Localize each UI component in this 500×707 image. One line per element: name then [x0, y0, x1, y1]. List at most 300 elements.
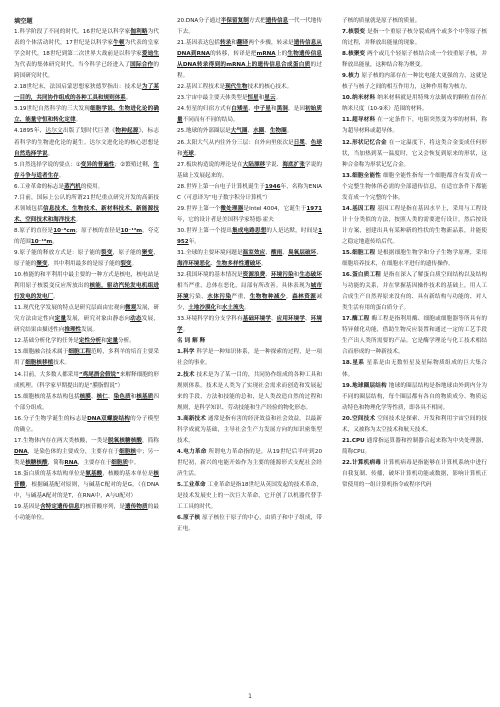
emphasis-run: 水体污染: [207, 294, 232, 301]
text-run: 、: [210, 261, 217, 268]
paragraph: [342, 414, 487, 436]
text-run: 1.科学阶段了不同的时代。16世纪是以科学家: [14, 29, 131, 36]
text-run: 年，它的设计者是美国科学家特德·霍夫: [177, 216, 274, 223]
text-run: 所谓电力革命指的是，从19世纪后半叶到20世纪初，新兴的电能开始作为主要的能源形式支配社会经济生活。: [177, 448, 322, 477]
text-run: 27.板块构造说的理论是在: [177, 161, 243, 168]
text-run: ，夸克的范围: [14, 227, 159, 245]
text-run: 不同而有不同的结局。: [182, 117, 239, 124]
text-run: 通常是指有害的经济效益和社会效益。以最新科学成就为基础，主导社会生产力发展方向的知识密集型技术。: [177, 415, 322, 444]
paragraph: [342, 93, 487, 115]
text-run: 是指一个重原子核分裂成两个或多个中等原子核的过程，并释放出能量的现象。: [342, 29, 487, 47]
paragraph: [14, 193, 159, 226]
emphasis-run: 变异的普遍性: [80, 161, 115, 168]
text-run: ，简称: [47, 459, 65, 466]
emphasis-run: 9.核力: [342, 73, 360, 80]
text-run: 26.太阳大气从内往外分三层：自外向里依次是: [177, 139, 294, 146]
paragraph: [177, 16, 322, 38]
emphasis-run: 翻译: [237, 40, 249, 47]
emphasis-run: 温室效应: [242, 249, 266, 256]
emphasis-run: 爱迪生: [141, 51, 159, 58]
text-run: 19.基因是: [14, 504, 40, 511]
emphasis-run: 国际合作: [130, 62, 154, 69]
text-run: 的过程。: [177, 62, 322, 80]
text-run: 15.细胞核的基本结构包括: [14, 393, 80, 400]
text-run: ，主要存在于: [77, 459, 112, 466]
emphasis-run: 遗传信息从DNA到RNA: [177, 40, 322, 58]
text-run: 。: [131, 261, 138, 268]
emphasis-run: 生物多样性遭破坏: [216, 261, 261, 268]
emphasis-run: 蒸汽机: [64, 183, 81, 190]
paragraph: [177, 414, 322, 447]
paragraph: [177, 38, 322, 82]
column-right: [342, 16, 487, 491]
text-run: 学说、: [265, 161, 283, 168]
text-run: 、: [248, 106, 254, 113]
paragraph: [342, 16, 487, 27]
emphasis-run: 资源浪费: [242, 272, 266, 279]
emphasis-run: 11.超导材料: [342, 117, 376, 124]
emphasis-run: 1952: [177, 227, 322, 245]
text-run: 减少，: [177, 294, 322, 312]
emphasis-run: 19.地球圈层结构: [342, 382, 387, 389]
emphasis-run: 海底扩张: [282, 161, 306, 168]
text-run: 和: [101, 338, 107, 345]
paragraph: [342, 270, 487, 314]
text-run: 四个部分组成。: [14, 393, 159, 411]
emphasis-run: 定性分析: [78, 338, 102, 345]
text-run: 8.原子的直径是: [14, 227, 54, 234]
column-left: [14, 16, 159, 524]
text-run: 。: [182, 327, 189, 334]
text-run: 星系是由无数恒星及星际物质组成的巨大集合体。: [342, 360, 487, 378]
paragraph: [342, 248, 487, 270]
emphasis-run: 核糖核酸: [25, 459, 48, 466]
emphasis-run: 1.科学: [177, 349, 195, 356]
text-run: 31.全球的主要环境问题是: [177, 249, 243, 256]
emphasis-run: 核仁: [96, 393, 108, 400]
emphasis-run: 10⁻¹³m: [120, 227, 143, 234]
text-run: 3.19世纪自然科学的三大发现: [14, 106, 90, 113]
paragraph: [342, 171, 487, 204]
paragraph: [342, 138, 487, 171]
text-run: 。: [260, 261, 267, 268]
emphasis-run: 生物遗传信息从DNA转录得到的mRNA上的遗传信息合成蛋白质: [177, 51, 322, 69]
emphasis-run: 生存斗争与适者生存: [14, 161, 159, 179]
text-run: 严重，: [231, 294, 250, 301]
text-run: 原子核的内部存在一种比电能大更强的力，这就是核子与核子之间的相互作用力，这种作用称为核力。: [342, 73, 487, 91]
text-run: 30.世界上第一个提出: [177, 227, 232, 234]
text-run: 学说的基础上发展起来的。: [177, 161, 322, 179]
emphasis-run: 物种起源: [115, 128, 139, 135]
text-run: 两个或几个轻原子核结合成一个较重原子核，并释放出能量，这种结合称为聚变。: [342, 51, 487, 69]
text-run: ；②繁殖过剩，: [114, 161, 154, 168]
text-run: 、: [305, 316, 311, 323]
text-run: 4.1895年，: [14, 128, 46, 135]
text-run: 22.基因工程技术是: [177, 84, 226, 91]
paragraph: [342, 204, 487, 248]
emphasis-run: 大陆漂移: [242, 161, 266, 168]
paragraph: [177, 138, 322, 160]
text-run: 、: [107, 393, 114, 400]
paragraph: [14, 104, 159, 126]
paragraph: [14, 336, 159, 347]
text-run: 。: [53, 294, 59, 301]
paragraph: [177, 182, 322, 204]
emphasis-run: 10⁻⁸cm: [53, 227, 76, 234]
emphasis-run: 22.计算机病毒: [342, 459, 382, 466]
paragraph: [14, 469, 159, 502]
text-run: 是指在深入了解蛋白质空间结构以及结构与功能的关系，并在掌握基因操作技术的基础上，用人工合成生产自然界原来没有的、具有新结构与功能的、对人类生活有用的蛋白质分子。: [342, 272, 487, 312]
emphasis-run: 遗传信息: [265, 18, 289, 24]
paragraph: [342, 115, 487, 137]
emphasis-run: 5.工业革命: [177, 481, 206, 488]
emphasis-run: 微处理器: [220, 205, 244, 212]
text-run: 。: [244, 305, 250, 312]
emphasis-run: 水土流失: [221, 305, 245, 312]
text-run: 的核苷酸序列，是: [79, 504, 126, 511]
emphasis-run: 推理性: [64, 327, 82, 334]
paragraph: [14, 82, 159, 104]
text-run: 16.分子生物学诞生的标志是: [14, 415, 88, 422]
emphasis-run: 核苷酸: [14, 470, 159, 488]
emphasis-run: 遗传物质: [125, 504, 148, 511]
emphasis-run: 核膜: [79, 393, 91, 400]
text-run: 的使用。: [80, 183, 104, 190]
emphasis-run: 16.蛋白质工程: [342, 272, 382, 279]
text-run: 、: [282, 249, 288, 256]
text-run: ，是因: [287, 106, 305, 113]
text-run: 两个步骤，转录是: [248, 40, 294, 47]
emphasis-run: 15.细胞工程: [342, 249, 376, 256]
emphasis-run: 1971: [306, 205, 322, 212]
paragraph: [14, 436, 159, 469]
text-run: 地球的圈层结构是指地球由外到内分为不同的圈层结构，每个圈层都有各自的物质成分、物质运动特色和物理化学等性质，即各具不相同。: [342, 382, 487, 411]
text-run: 细胞全能性指每一个细胞都含有发育成一个完整生物体所必需的全部遗传信息，在适宜条件下都能发育成一个完整的个体。: [342, 172, 487, 201]
paragraph: [14, 502, 159, 524]
emphasis-run: 名 词 解 释: [177, 338, 206, 345]
text-run: 、: [247, 128, 254, 135]
text-run: 2.18世纪末，法国启蒙思想家狄德罗指出：技术是: [14, 84, 142, 91]
emphasis-run: 脱氧核糖核酸: [108, 437, 143, 444]
text-run: ，其中利用最多的是原子能的: [47, 261, 121, 268]
text-run: 17.生物体内存在两大类核酸，一类是: [14, 437, 109, 444]
text-run: 技术。: [53, 360, 70, 367]
paragraph: [14, 27, 159, 82]
text-run: 29.世界上第一个: [177, 205, 221, 212]
paragraph: [342, 358, 487, 380]
paragraph: [14, 160, 159, 182]
emphasis-run: 光球: [182, 150, 194, 157]
emphasis-run: 环境污染: [271, 272, 294, 279]
text-run: 、: [265, 249, 271, 256]
emphasis-run: 应用环境学: [276, 316, 306, 323]
text-run: 23.宇宙中最主要天体类型是: [177, 95, 248, 102]
text-run: 计算机病毒是指能够在计算机系统中进行自我复制、传播，破坏计算机功能或数据，影响计算机正常使用的一组计算机指令或程序代码: [342, 459, 487, 488]
text-run: ，根据碱基配对原则，与碱基C配对的是G，（在DNA中，与碱基A配对的是T，在RNA中，A与U配对）: [14, 481, 159, 500]
paragraph: [342, 381, 487, 414]
text-run: 、: [316, 249, 322, 256]
text-run: 子核的质量就是原子核的质量。: [342, 18, 421, 24]
text-run: 的跨国研究时代。: [14, 62, 159, 80]
emphasis-run: 细胞质: [111, 459, 129, 466]
emphasis-run: 18.星系: [342, 360, 365, 367]
paragraph: [342, 458, 487, 491]
emphasis-run: 核能，驱动汽轮发电机组进行发电的发电厂: [14, 283, 159, 301]
emphasis-run: 现代生物: [225, 84, 248, 91]
emphasis-run: 初始质量: [177, 106, 322, 124]
emphasis-run: “鸡尾酒会假说”: [78, 371, 120, 378]
paragraph: [342, 49, 487, 71]
text-run: 、: [265, 272, 271, 279]
paragraph: [14, 226, 159, 248]
text-run: 和: [231, 40, 237, 47]
emphasis-run: 基础环境学: [242, 316, 271, 323]
emphasis-run: 为了某一目的，共同协作组成的各种工具和规则体系: [14, 84, 159, 102]
text-run: 6.工业革命的标志是: [14, 183, 65, 190]
emphasis-run: 森林资源: [292, 294, 317, 301]
emphasis-run: 土地沙漠化: [188, 305, 217, 312]
paragraph: [177, 270, 322, 314]
emphasis-run: 中子星: [253, 106, 271, 113]
paragraph: [177, 82, 322, 93]
text-run: 13.细胞融合技术属于: [14, 349, 69, 356]
text-run: 5.自然选择学说的要点：①: [14, 161, 81, 168]
emphasis-run: 恒星: [247, 95, 259, 102]
emphasis-run: 定量: [54, 316, 67, 323]
paragraph: [177, 248, 322, 270]
emphasis-run: mRNA: [256, 51, 276, 58]
emphasis-run: 酸雨: [270, 249, 283, 256]
emphasis-run: 臭氧层破坏: [288, 249, 317, 256]
emphasis-run: 细胞核移植: [25, 360, 54, 367]
text-run: 基因工程是指在基因水平上，采用与工程设计十分类似的方法，按照人类的需要进行设计，然后按设计方案，创建出具有某种新的性状的生物新品系，并能使之稳定地遗传给后代。: [342, 205, 487, 245]
emphasis-run: 伽利略: [130, 29, 148, 36]
emphasis-run: 聚变: [36, 261, 48, 268]
emphasis-run: 大气圈: [230, 128, 248, 135]
section-heading: 填空题: [14, 18, 33, 25]
paragraph: [14, 347, 159, 369]
emphasis-run: 动态: [130, 316, 142, 323]
text-run: 在一定温度下，将这类合金变成任何形状，当加热到某一温度时，它又会恢复到原来的形状，这种合金称为形状记忆合金。: [342, 139, 487, 168]
emphasis-run: 核基质: [136, 393, 154, 400]
text-run: 为代表的集体研究时代，当今科学已经进入了: [14, 62, 131, 69]
text-run: 技术是为了某一目的，共同协作组成的各种工具和规则体系。技术是人类为了实现社会需求而创造和发展起来的手段、方法和技能的总和，是人类改造自然的过程和规则，是科学知识、劳动技能和生产经验的物化形态。: [177, 371, 322, 411]
emphasis-run: DNA双螺旋结构: [87, 415, 131, 422]
text-run: 是根据细胞生物学和分子生物学原理，采用细胞培养技术，在细胞水平进行的遗传操作。: [342, 249, 487, 268]
paragraph: [177, 126, 322, 137]
page-number: 1: [248, 693, 252, 700]
text-run: ，核酸的基本单位是: [102, 470, 154, 477]
emphasis-run: 达尔文: [45, 128, 63, 135]
emphasis-run: RNA: [64, 459, 78, 466]
emphasis-run: 色球: [310, 139, 322, 146]
emphasis-run: 水圈: [253, 128, 265, 135]
text-run: 纳米材料就是用特殊方法制成的颗粒直径在纳米尺度（10-9米）范围的材料。: [342, 95, 487, 113]
text-run: 7.目前，国际上公认的所谓21世纪重点研究开发的高新技术领域包括: [14, 194, 159, 212]
paragraph: [177, 513, 322, 535]
text-run: ，简称: [142, 437, 159, 444]
emphasis-run: 17.酶工程: [342, 316, 370, 323]
paragraph: [177, 314, 322, 336]
emphasis-run: 4.电力革命: [177, 448, 207, 455]
emphasis-run: 日冕: [293, 139, 306, 146]
paragraph: [14, 370, 159, 392]
text-run: 一代一代地传下去。: [177, 18, 322, 36]
text-run: 。: [193, 150, 200, 157]
text-run: 9.原子能的释放方式是：原子能的: [14, 249, 101, 256]
text-run: 33.环境科学的分支学科有: [177, 316, 243, 323]
emphasis-run: 含特定遗传信息: [39, 504, 80, 511]
text-run: 14.目前，大多数人都采用: [14, 371, 79, 378]
text-run: 空间技术是探索、开发和利用宇宙空间的技术，又被称为太空技术和航天技术。: [342, 415, 487, 433]
emphasis-run: 信息技术、生物技术、新材料技术、新能源技术、空间技术和海洋技术: [14, 205, 159, 223]
emphasis-run: 6.原子核: [177, 515, 201, 522]
text-run: 发展，研究对象由静态向: [66, 316, 131, 323]
emphasis-run: 黑洞: [276, 106, 288, 113]
paragraph: [342, 436, 487, 458]
text-run: ，原子能的: [14, 249, 159, 268]
emphasis-run: 12.形状记忆合金: [342, 139, 387, 146]
emphasis-run: 定量: [106, 338, 119, 345]
text-run: 32.我国环境的基本情况是: [177, 272, 243, 279]
text-run: 方式把: [248, 18, 266, 24]
emphasis-run: 环境学: [177, 316, 322, 334]
text-run: 中；另一类是: [14, 448, 159, 466]
text-run: 、: [271, 316, 277, 323]
text-run: 。: [47, 150, 54, 157]
text-run: 通常指运算器和控制器合起来称为中央处理器，简称CPU。: [342, 437, 487, 455]
paragraph: [177, 480, 322, 513]
text-run: 。: [275, 95, 282, 102]
emphasis-run: DNA: [14, 448, 28, 455]
emphasis-run: 星云: [264, 95, 276, 102]
text-run: 发展。: [81, 327, 98, 334]
text-run: 28.世界上第一台电子计算机诞生于: [177, 183, 265, 190]
column-middle: [177, 16, 322, 535]
text-run: 、: [305, 139, 311, 146]
text-run: ，是染色体的主要成分，主要存在于: [27, 448, 120, 455]
text-run: 和: [293, 272, 300, 279]
emphasis-run: 10⁻¹⁶m: [30, 238, 53, 245]
emphasis-run: 半保留复制: [220, 18, 249, 24]
text-run: 分析。: [118, 338, 135, 345]
emphasis-run: 氨基酸: [85, 470, 103, 477]
emphasis-run: 14.基因工程: [342, 205, 376, 212]
text-run: 的转移，转译是把: [209, 51, 257, 58]
emphasis-run: 染色质: [113, 393, 131, 400]
paragraph: [14, 248, 159, 270]
emphasis-run: 7.核裂变: [342, 29, 366, 36]
text-run: 24.恒星的归宿方式有: [177, 106, 232, 113]
emphasis-run: 21.CPU: [342, 437, 365, 444]
text-run: 和: [270, 106, 277, 113]
paragraph: [342, 27, 487, 49]
text-run: 的分子模型的确立。: [14, 415, 159, 433]
text-run: 21.基因表达包括: [177, 40, 220, 47]
paragraph: [177, 447, 322, 480]
text-run: 和: [216, 305, 222, 312]
text-run: 年，名称为ENIAC（可意译为“电子数字积分计算机”）: [177, 183, 322, 201]
text-run: 科学是一种知识体系，是一种探索的过程，是一项社会的事业。: [177, 349, 322, 367]
emphasis-run: 牛顿: [113, 40, 125, 47]
text-run: 的人是达默，时间是: [266, 227, 319, 234]
text-run: 相当严重，总体在恶化，局部有所改善。具体表现为: [177, 283, 311, 290]
text-run: 技术的核心技术。: [247, 84, 293, 91]
paragraph: [177, 204, 322, 226]
emphasis-run: 城市环境: [177, 283, 322, 301]
emphasis-run: 裂变: [101, 249, 113, 256]
emphasis-run: 裂变: [120, 261, 132, 268]
text-run: 范畴，多利羊的培育主要采用了: [14, 349, 159, 367]
paragraph: [177, 226, 322, 248]
text-run: 》，标志着科学的生物进化论的诞生。达尔文进化论的核心思想是: [14, 128, 159, 146]
paragraph: [177, 104, 322, 126]
emphasis-run: 3.高新技术: [177, 415, 206, 422]
emphasis-run: 白矮星: [231, 106, 249, 113]
emphasis-run: 2.技术: [177, 371, 195, 378]
paragraph: [177, 336, 322, 347]
emphasis-run: 20.空间技术: [342, 415, 376, 422]
emphasis-run: 细胞核: [119, 448, 137, 455]
text-run: 污染、: [189, 294, 208, 301]
text-run: 的最小功能单位。: [14, 504, 159, 522]
text-run: 12.基础分析化学的任务是: [14, 338, 79, 345]
paragraph: [14, 182, 159, 193]
text-run: 25.地球的外部圈层是: [177, 128, 231, 135]
text-run: 上的: [275, 51, 288, 58]
text-run: 18.蛋白质的基本结构单位是: [14, 470, 86, 477]
text-run: 出版了划时代巨著《: [62, 128, 116, 135]
text-run: 和: [177, 150, 183, 157]
text-run: 为代表的个体活动时代，17世纪是以科学家: [14, 29, 159, 47]
text-run: 、: [264, 128, 270, 135]
paragraph: [177, 347, 322, 369]
text-run: ，原子能的: [112, 249, 142, 256]
paragraph: [14, 392, 159, 414]
paragraph: [14, 303, 159, 336]
text-run: 。: [75, 117, 82, 124]
text-run: 20.DNA分子通过: [177, 18, 221, 24]
text-run: 、: [90, 393, 97, 400]
text-run: 发展，研究结果由描述性向: [14, 316, 159, 334]
text-run: ，: [286, 294, 293, 301]
text-run: ；原子核的直径是: [75, 227, 121, 234]
emphasis-run: 10.纳米材料: [342, 95, 376, 102]
emphasis-run: 8.核聚变: [342, 51, 366, 58]
paragraph: [177, 370, 322, 414]
text-run: 10.核能的和平利用中最主要的一种方式是核电，核电站是利用原子核裂变反应所放出的: [14, 272, 159, 290]
emphasis-run: 细胞工程: [68, 349, 92, 356]
text-run: 和: [130, 393, 137, 400]
paragraph: [177, 160, 322, 182]
emphasis-run: 聚变: [141, 249, 154, 256]
text-run: 来解释细胞的形成机理。（科学家早期提出的是“膜脂假说”）: [14, 371, 159, 389]
text-run: 和: [258, 95, 265, 102]
paragraph: [14, 126, 159, 159]
text-run: 是Intel 4004，它诞生于: [243, 205, 307, 212]
text-run: 。: [286, 128, 293, 135]
emphasis-run: 生物物种减少: [249, 294, 287, 301]
paragraph: [342, 314, 487, 358]
emphasis-run: 海洋环境恶化: [177, 261, 211, 268]
text-run: 中。: [128, 459, 140, 466]
text-run: 发展，研究方法由定性向: [14, 305, 159, 323]
text-run: 酶工程是指利用酶、细胞或细胞器等所具有的特异催化功能，借助生物反应装置和通过一定的工艺手段生产出人类所需要的产品。它是酶学理论与化工技术相结合而形成的一种新技术。: [342, 316, 487, 356]
text-run: 为代表的皇家学会时代，18世纪到第二次世界大战前是以科学家: [14, 40, 159, 58]
text-run: 11.现代化学发展的特点是研究层面由宏观向: [14, 305, 126, 312]
emphasis-run: 生态破坏: [299, 272, 322, 279]
paragraph: [342, 71, 487, 93]
